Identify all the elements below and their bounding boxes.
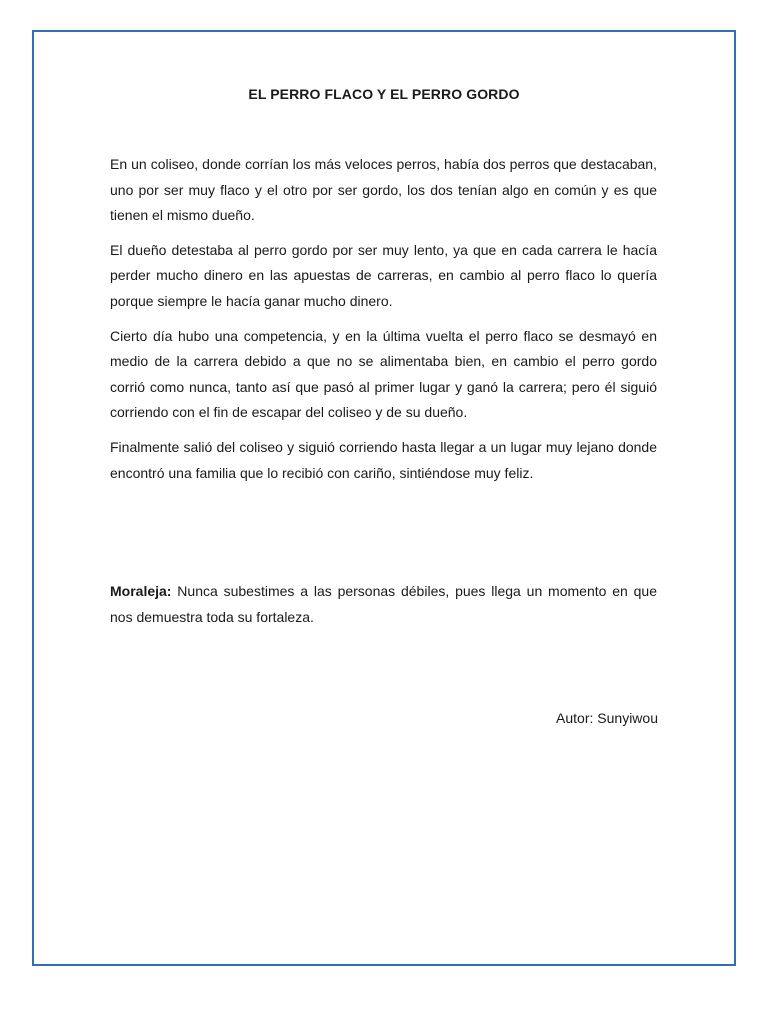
moral-label: Moraleja: xyxy=(110,583,172,599)
moral-paragraph xyxy=(110,579,657,630)
paragraph-2: El dueño detestaba al perro gordo por ser muy lento, ya que en cada carrera le hacía perder mucho dinero en las apuestas de carreras, en cambio al perro flaco lo quería porque siempre le hacía ganar mucho dinero. xyxy=(110,241,657,309)
paragraph-4: Finalmente salió del coliseo y siguió corriendo hasta llegar a un lugar muy lejano donde encontró una familia que lo recibió con cariño, sintiéndose muy feliz. xyxy=(110,438,657,481)
paragraph-3: Cierto día hubo una competencia, y en la última vuelta el perro flaco se desmayó en medio de la carrera debido a que no se alimentaba bien, en cambio el perro gordo corrió como nunca, tanto así que pasó al primer lugar y ganó la carrera; pero él siguió corriendo con el fin de escapar del coliseo y de su dueño. xyxy=(110,327,657,421)
story-body xyxy=(110,152,657,495)
paragraph-1: En un coliseo, donde corrían los más veloces perros, había dos perros que destacaban, uno por ser muy flaco y el otro por ser gordo, los dos tenían algo en común y es que tienen el mismo dueño. xyxy=(110,156,657,224)
author-line: Autor: Sunyiwou xyxy=(556,710,658,726)
moral-text: Nunca subestimes a las personas débiles, pues llega un momento en que nos demuestra toda su fortaleza. xyxy=(110,583,657,625)
document-title: EL PERRO FLACO Y EL PERRO GORDO xyxy=(248,86,520,102)
